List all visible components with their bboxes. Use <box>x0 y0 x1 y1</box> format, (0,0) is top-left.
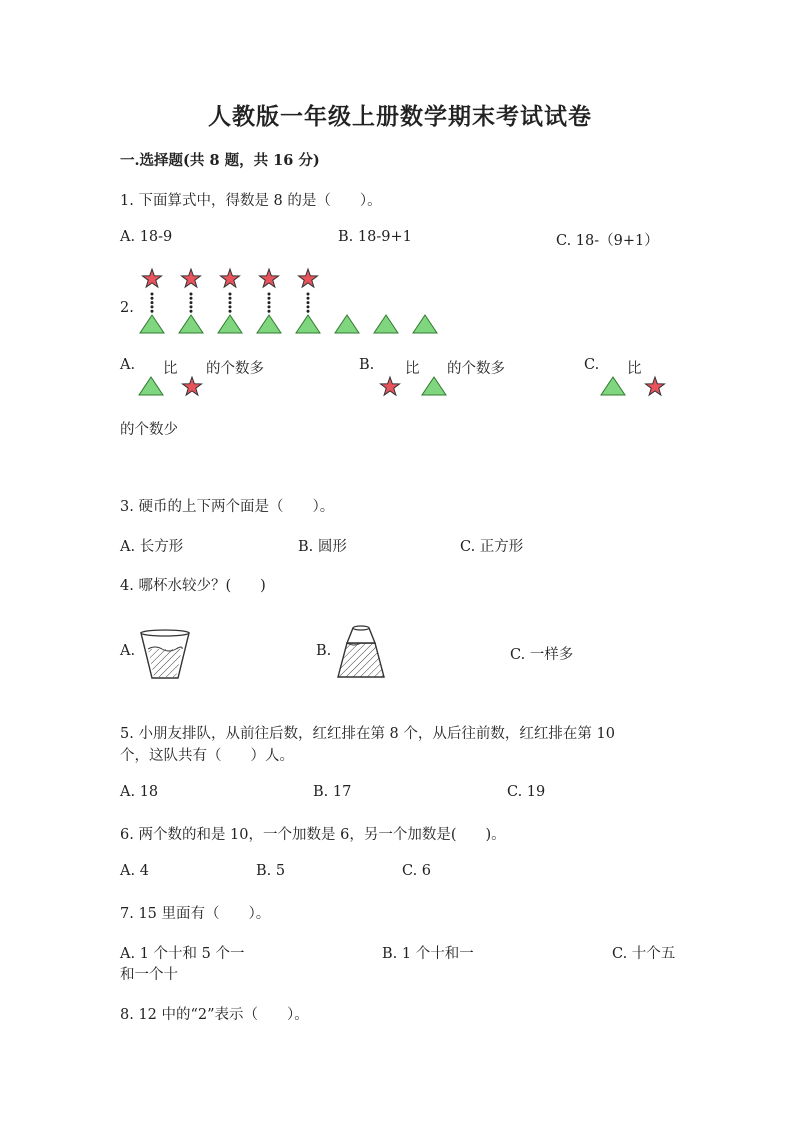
star-icon <box>257 267 281 291</box>
q7-option-c-cont: 和一个十 <box>120 967 178 983</box>
star-icon <box>378 375 402 399</box>
q4-option-c[interactable]: C. 一样多 <box>510 647 574 663</box>
dotted-connector <box>305 292 311 314</box>
q2-option-a[interactable]: A. <box>120 357 136 373</box>
triangle-icon <box>295 314 321 334</box>
triangle-icon <box>600 376 626 396</box>
q6-option-c[interactable]: C. 6 <box>402 863 432 879</box>
q7-option-c[interactable]: C. 十个五 <box>612 946 676 962</box>
triangle-icon <box>138 376 164 396</box>
q1-stem: 1. 下面算式中，得数是 8 的是（ ）。 <box>120 193 382 209</box>
star-icon <box>296 267 320 291</box>
q1-option-a[interactable]: A. 18-9 <box>120 229 173 245</box>
q5-stem-line2: 个，这队共有（ ）人。 <box>120 748 294 764</box>
dotted-connector <box>227 292 233 314</box>
section-heading: 一.选择题(共 8 题，共 16 分) <box>120 152 320 169</box>
star-icon <box>218 267 242 291</box>
q2-option-b[interactable]: B. <box>359 357 375 373</box>
q2-a-bi: 比 <box>163 361 178 377</box>
q5-option-a[interactable]: A. 18 <box>120 784 159 800</box>
q3-stem: 3. 硬币的上下两个面是（ ）。 <box>120 499 335 515</box>
star-icon <box>140 267 164 291</box>
q2-c-less: 的个数少 <box>120 422 178 438</box>
triangle-icon <box>373 314 399 334</box>
q8-stem: 8. 12 中的“2”表示（ ）。 <box>120 1007 309 1023</box>
q4-option-a[interactable]: A. <box>120 643 136 659</box>
q3-option-b[interactable]: B. 圆形 <box>298 539 347 555</box>
q2-b-bi: 比 <box>405 361 420 377</box>
star-icon <box>179 267 203 291</box>
q6-stem: 6. 两个数的和是 10，一个加数是 6，另一个加数是( )。 <box>120 827 506 843</box>
q1-option-c[interactable]: C. 18-（9+1） <box>556 233 659 249</box>
q2-c-bi: 比 <box>627 361 642 377</box>
triangle-icon <box>334 314 360 334</box>
q7-stem: 7. 15 里面有（ ）。 <box>120 906 271 922</box>
triangle-icon <box>412 314 438 334</box>
q2-b-more: 的个数多 <box>447 361 505 377</box>
triangle-icon <box>217 314 243 334</box>
q1-option-b[interactable]: B. 18-9+1 <box>338 229 412 245</box>
dotted-connector <box>188 292 194 314</box>
q5-option-c[interactable]: C. 19 <box>507 784 546 800</box>
cup-icon <box>138 627 192 681</box>
q7-option-b[interactable]: B. 1 个十和一 <box>382 946 474 962</box>
q6-option-b[interactable]: B. 5 <box>256 863 286 879</box>
triangle-icon <box>178 314 204 334</box>
q7-option-a[interactable]: A. 1 个十和 5 个一 <box>120 946 245 962</box>
q5-option-b[interactable]: B. 17 <box>313 784 352 800</box>
triangle-icon <box>421 376 447 396</box>
q2-a-more: 的个数多 <box>206 361 264 377</box>
q6-option-a[interactable]: A. 4 <box>120 863 149 879</box>
star-icon <box>643 375 667 399</box>
triangle-icon <box>139 314 165 334</box>
cup-icon <box>334 625 388 681</box>
q3-option-c[interactable]: C. 正方形 <box>460 539 524 555</box>
q4-option-b[interactable]: B. <box>316 643 332 659</box>
triangle-icon <box>256 314 282 334</box>
q5-stem-line1: 5. 小朋友排队，从前往后数，红红排在第 8 个，从后往前数，红红排在第 10 <box>120 726 615 742</box>
q2-number: 2. <box>120 300 134 316</box>
star-icon <box>180 375 204 399</box>
q4-stem: 4. 哪杯水较少？( ) <box>120 578 266 594</box>
page-title: 人教版一年级上册数学期末考试试卷 <box>208 103 592 130</box>
dotted-connector <box>149 292 155 314</box>
q3-option-a[interactable]: A. 长方形 <box>120 539 184 555</box>
q2-option-c[interactable]: C. <box>584 357 600 373</box>
dotted-connector <box>266 292 272 314</box>
